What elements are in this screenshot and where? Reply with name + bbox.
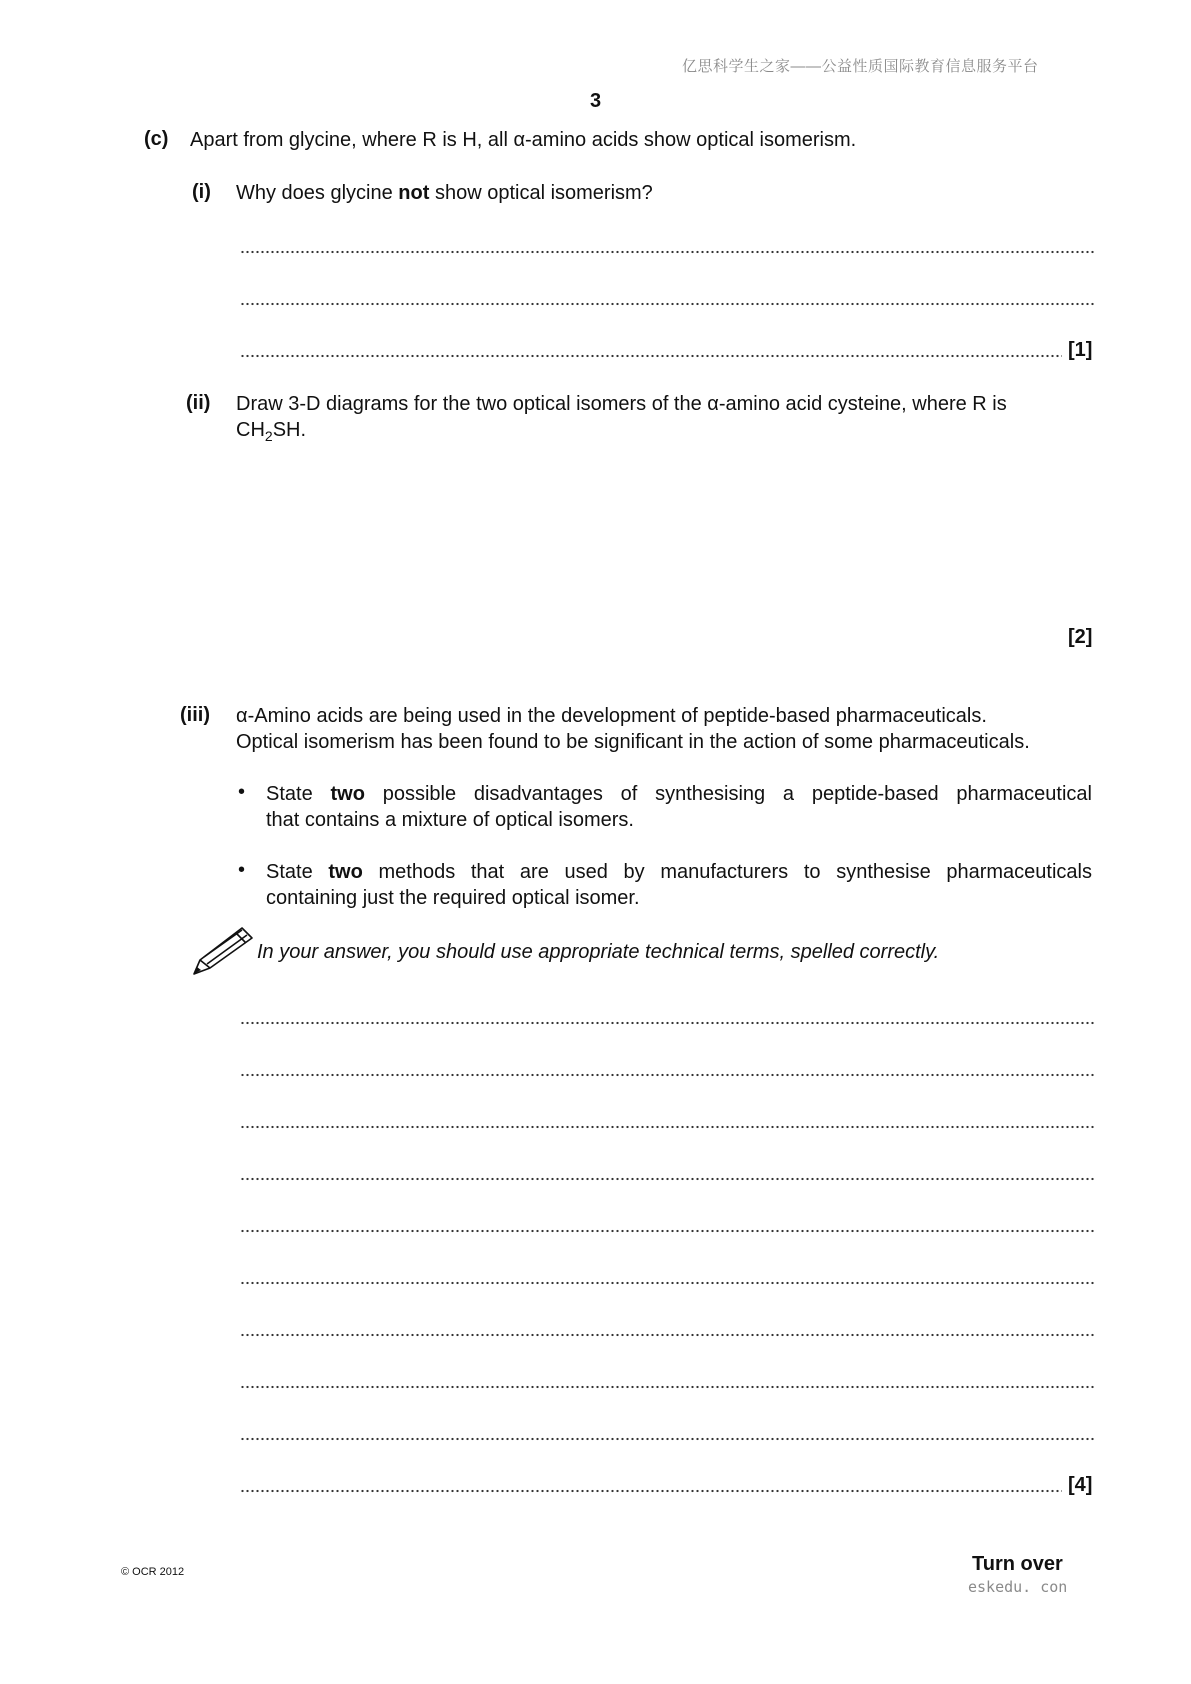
bullet-2-line1 (266, 859, 1092, 885)
bullet-1-symbol: • (238, 781, 246, 803)
q-ii-line2 (236, 417, 306, 449)
q-iii-label: (iii) (180, 704, 210, 726)
bullet-2-bold: two (328, 861, 363, 883)
bullet-2-line2: containing just the required optical isomer. (266, 887, 640, 909)
bullet-2-symbol: • (238, 859, 246, 881)
watermark-bottom: eskedu. con (968, 1578, 1068, 1596)
q-ii-line2-b: SH. (272, 419, 307, 441)
answer-line-i-2[interactable] (240, 284, 1094, 306)
copyright: © OCR 2012 (121, 1566, 185, 1578)
drawing-area[interactable] (236, 450, 1091, 610)
q-i-text (236, 180, 653, 206)
answer-line-i-1[interactable] (240, 232, 1094, 254)
bullet-1-bold: two (330, 783, 365, 805)
turn-over: Turn over (972, 1553, 1063, 1575)
bullet-1-line2: that contains a mixture of optical isomers. (266, 809, 634, 831)
mark-i: [1] (1068, 339, 1093, 361)
answer-line-iii-4[interactable] (240, 1159, 1094, 1181)
mark-iii: [4] (1068, 1474, 1093, 1496)
q-ii-label: (ii) (186, 392, 211, 414)
answer-line-i-3[interactable] (240, 336, 1062, 358)
answer-line-iii-2[interactable] (240, 1055, 1094, 1077)
answer-line-iii-6[interactable] (240, 1263, 1094, 1285)
bullet-2-b: methods that are used by manufacturers to synthesise pharmaceuticals (362, 861, 1092, 883)
q-ii-line1: Draw 3-D diagrams for the two optical isomers of the α-amino acid cysteine, where R is (236, 393, 1007, 415)
answer-line-iii-9[interactable] (240, 1419, 1094, 1441)
answer-line-iii-5[interactable] (240, 1211, 1094, 1233)
pencil-icon (190, 922, 258, 978)
answer-line-iii-3[interactable] (240, 1107, 1094, 1129)
answer-line-iii-8[interactable] (240, 1367, 1094, 1389)
instruction-text: In your answer, you should use appropriate technical terms, spelled correctly. (257, 941, 940, 963)
part-c-label: (c) (144, 128, 169, 150)
q-i-text-bold: not (398, 182, 430, 204)
answer-line-iii-10[interactable] (240, 1471, 1062, 1493)
watermark-top: 亿思科学生之家——公益性质国际教育信息服务平台 (682, 58, 1039, 75)
bullet-1-line1 (266, 781, 1092, 807)
mark-ii: [2] (1068, 626, 1093, 648)
q-ii-line2-a: CH (236, 419, 265, 441)
q-i-text-after: show optical isomerism? (429, 182, 653, 204)
answer-line-iii-7[interactable] (240, 1315, 1094, 1337)
page-number: 3 (589, 90, 602, 112)
q-i-label: (i) (192, 181, 211, 203)
part-c-text: Apart from glycine, where R is H, all α-amino acids show optical isomerism. (190, 129, 857, 151)
answer-line-iii-1[interactable] (240, 1003, 1094, 1025)
bullet-1-b: possible disadvantages of synthesising a peptide-based pharmaceutical (364, 783, 1092, 805)
q-i-text-before: Why does glycine (236, 182, 399, 204)
q-ii-line2-sub: 2 (264, 428, 273, 444)
q-iii-line2: Optical isomerism has been found to be significant in the action of some pharmaceuticals. (236, 731, 1030, 753)
q-iii-line1: α-Amino acids are being used in the development of peptide-based pharmaceuticals. (236, 705, 987, 727)
bullet-2-a: State (266, 861, 329, 883)
bullet-1-a: State (266, 783, 331, 805)
